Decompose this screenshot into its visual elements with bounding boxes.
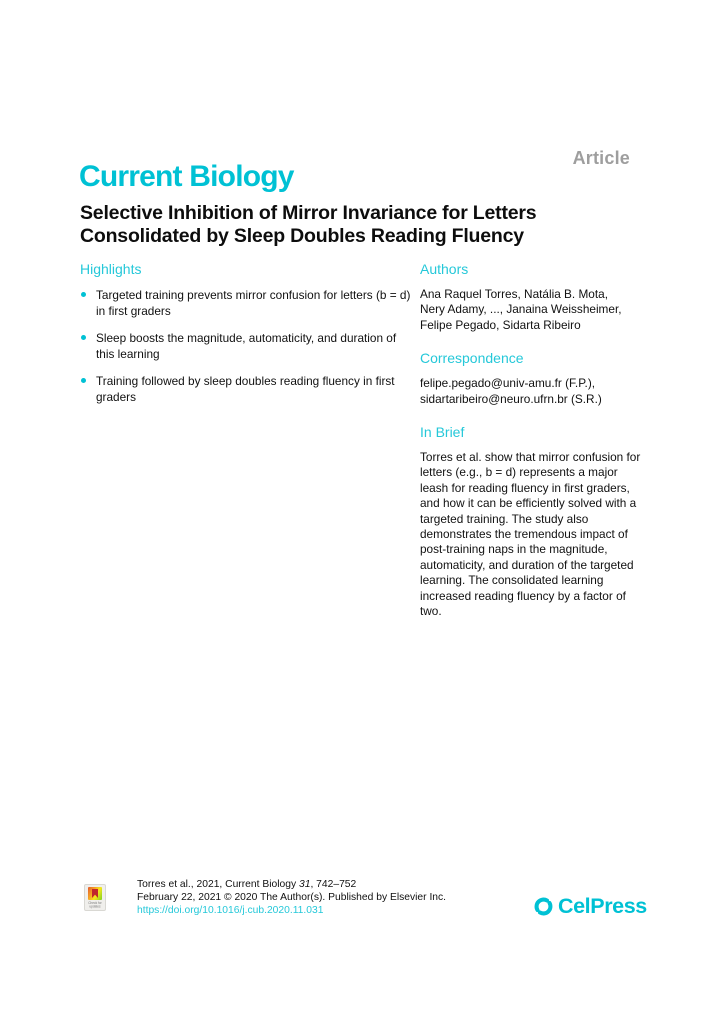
doi-line [137, 905, 446, 918]
citation-volume: 31 [298, 879, 311, 890]
journal-logo: Current Biology [79, 160, 294, 193]
highlight-text-line: this learning [96, 347, 160, 361]
copyright-line: February 22, 2021 © 2020 The Author(s). Published by Elsevier Inc. [137, 891, 447, 903]
bookmark-icon [92, 889, 98, 898]
badge-label: Check for updates [88, 901, 102, 909]
in-brief-heading: In Brief [420, 424, 465, 441]
highlight-item [80, 330, 414, 362]
citation-block [137, 879, 446, 918]
article-type-label: Article [572, 148, 630, 168]
author-line: Nery Adamy, ..., Janaina Weissheimer, [420, 302, 622, 317]
bullet-dot-icon [81, 378, 86, 383]
highlight-text-line: in first graders [96, 304, 171, 318]
highlights-section [80, 261, 414, 416]
citation-line [137, 879, 446, 892]
doi-link[interactable]: https://doi.org/10.1016/j.cub.2020.11.031 [137, 904, 324, 916]
highlight-text-line: Sleep boosts the magnitude, automaticity, and duration of [96, 331, 397, 345]
authors-heading: Authors [420, 261, 469, 277]
meta-column [420, 261, 644, 620]
correspondence-email: sidartaribeiro@neuro.ufrn.br (S.R.) [420, 391, 602, 406]
bullet-dot-icon [81, 335, 86, 340]
correspondence-email: felipe.pegado@univ-amu.fr (F.P.), [420, 376, 596, 391]
badge-gradient-art [88, 887, 102, 900]
paper-title [80, 202, 642, 248]
bullet-dot-icon [81, 292, 86, 297]
authors-section [420, 261, 644, 333]
highlight-item [80, 287, 414, 319]
highlight-item [80, 373, 414, 405]
cellpress-wordmark: CelPress [558, 894, 647, 918]
in-brief-text: Torres et al. show that mirror confusion for letters (e.g., b = d) represents a major leash for reading fluency in first graders, and how it can be efficiently solved with a targeted training. The study also demonstrates the tremendous impact of post-training naps in the magnitude, automaticity, and duration of the targeted learning. The consolidated learning increased reading fluency by a factor of two. [420, 450, 641, 619]
citation-prefix: Torres et al., 2021, Current Biology [137, 879, 299, 890]
author-line: Ana Raquel Torres, Natália B. Mota, [420, 287, 608, 301]
in-brief-section [420, 424, 644, 619]
cellpress-swirl-icon [533, 896, 554, 917]
highlight-text-line: Targeted training prevents mirror confusion for letters (b = d) [96, 288, 411, 302]
cellpress-logo [533, 894, 647, 919]
highlight-text-line: Training followed by sleep doubles reading fluency in first [96, 374, 395, 388]
citation-pages: , 742–752 [310, 879, 357, 890]
paper-title-line1: Selective Inhibition of Mirror Invariance for Letters [80, 202, 537, 224]
paper-title-line2: Consolidated by Sleep Doubles Reading Fluency [80, 225, 524, 247]
correspondence-heading: Correspondence [420, 350, 524, 367]
highlights-heading: Highlights [80, 261, 142, 277]
check-for-updates-badge[interactable] [84, 884, 106, 911]
correspondence-section [420, 350, 644, 407]
author-line: Felipe Pegado, Sidarta Ribeiro [420, 317, 581, 332]
highlight-text-line: graders [96, 390, 136, 404]
